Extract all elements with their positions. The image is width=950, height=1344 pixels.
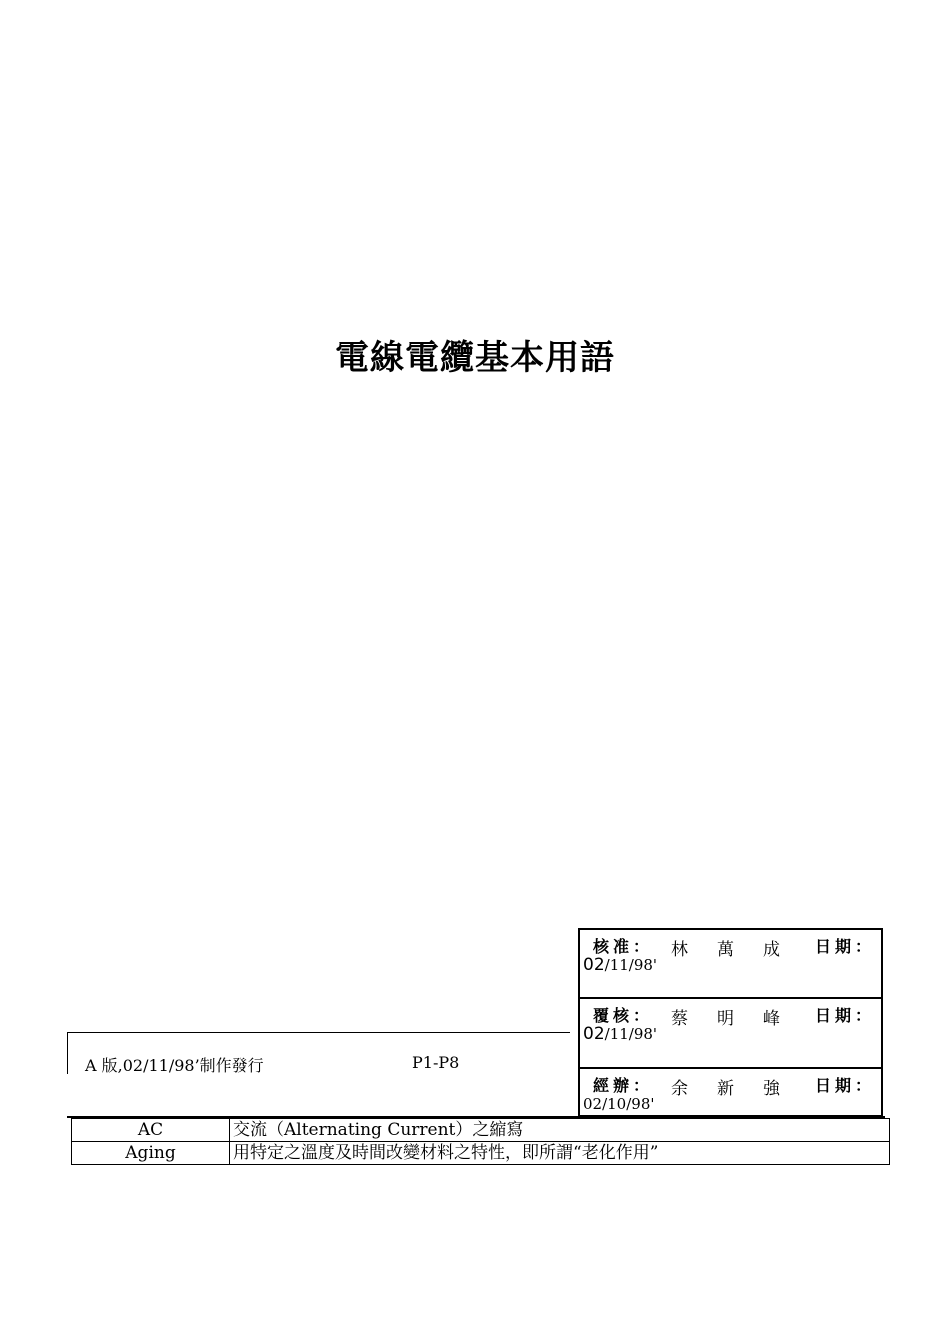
table-row: [72, 1142, 890, 1165]
definition-cell: 交流（Alternating Current）之縮寫: [230, 1119, 890, 1142]
approval-role: 覆核：: [593, 1006, 654, 1025]
definition-cell: 用特定之溫度及時間改變材料之特性，即所謂“老化作用”: [230, 1142, 890, 1165]
review-date: 02/11/98': [583, 1024, 658, 1044]
handler-name: 余 新 強: [671, 1079, 780, 1099]
approver-name: 林 萬 成: [671, 940, 780, 960]
revision-text: A 版,02/11/98’制作發行: [85, 1056, 264, 1075]
approval-row-handler: [580, 1069, 881, 1115]
revision-box: [67, 1032, 570, 1074]
approval-row-approve: [580, 930, 881, 999]
date-label: 日期：: [814, 1076, 875, 1095]
table-row: [72, 1119, 890, 1142]
document-title: 電線電纜基本用語: [335, 338, 615, 378]
term-cell: Aging: [72, 1142, 230, 1165]
approval-date: 02/11/98': [583, 955, 658, 975]
approval-role: 核准：: [593, 937, 654, 956]
approval-role: 經辦：: [593, 1076, 654, 1095]
approval-block: [578, 928, 883, 1117]
approval-row-review: [580, 999, 881, 1069]
terms-table: [71, 1118, 890, 1165]
page-range: P1-P8: [412, 1053, 460, 1072]
handler-date: 02/10/98': [583, 1095, 655, 1113]
term-cell: AC: [72, 1119, 230, 1142]
date-label: 日期：: [814, 937, 875, 956]
reviewer-name: 蔡 明 峰: [671, 1009, 780, 1029]
date-label: 日期：: [814, 1006, 875, 1025]
